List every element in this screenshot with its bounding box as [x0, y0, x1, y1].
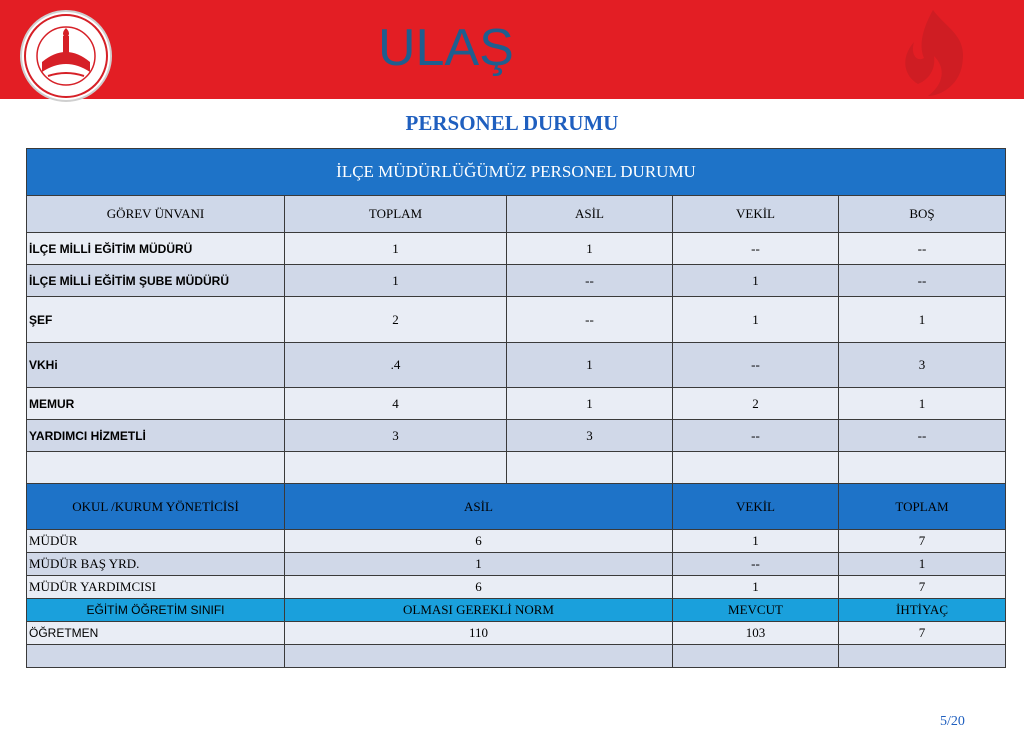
table-row: [27, 265, 1006, 297]
section3-header-row: [27, 599, 1006, 622]
col-header-asil2: ASİL: [285, 484, 673, 530]
cell-asil: --: [507, 297, 673, 343]
cell-toplam: 1: [839, 553, 1006, 576]
section2-header-row: [27, 484, 1006, 530]
cell-toplam: 7: [839, 530, 1006, 553]
cell-bos: --: [839, 265, 1006, 297]
cell-bos: --: [839, 420, 1006, 452]
ministry-logo: [20, 10, 112, 102]
cell-bos: --: [839, 233, 1006, 265]
cell-toplam: 4: [285, 388, 507, 420]
table-row: [27, 530, 1006, 553]
cell-vekil: 1: [673, 576, 839, 599]
cell-toplam: .4: [285, 343, 507, 388]
row-name: MEMUR: [27, 388, 285, 420]
ministry-seal-icon: [22, 12, 110, 100]
page-number: 5/20: [940, 714, 965, 729]
col-header-yonetici: OKUL /KURUM YÖNETİCİSİ: [27, 484, 285, 530]
col-header-vekil2: VEKİL: [673, 484, 839, 530]
table-title-row: [27, 149, 1006, 196]
header-bar: [0, 0, 1024, 99]
cell-vekil: --: [673, 553, 839, 576]
col-header-mevcut: MEVCUT: [673, 599, 839, 622]
row-name: İLÇE MİLLİ EĞİTİM ŞUBE MÜDÜRÜ: [27, 265, 285, 297]
personnel-table: [26, 148, 1006, 668]
cell-toplam: 7: [839, 576, 1006, 599]
row-name: ÖĞRETMEN: [27, 622, 285, 645]
cell-bos: 1: [839, 297, 1006, 343]
section-subtitle: PERSONEL DURUMU: [405, 111, 619, 135]
cell-asil: 6: [285, 576, 673, 599]
col-header-norm: OLMASI GEREKLİ NORM: [285, 599, 673, 622]
col-header-toplam: TOPLAM: [285, 196, 507, 233]
table-row: [27, 622, 1006, 645]
col-header-sinif: EĞİTİM ÖĞRETİM SINIFI: [27, 599, 285, 622]
table-row: [27, 343, 1006, 388]
cell-asil: 1: [285, 553, 673, 576]
table-header-row: [27, 196, 1006, 233]
cell-bos: 1: [839, 388, 1006, 420]
page-title: ULAŞ: [378, 19, 514, 77]
col-header-ihtiyac: İHTİYAÇ: [839, 599, 1006, 622]
flame-icon: [888, 6, 978, 99]
cell-asil: 1: [507, 343, 673, 388]
cell-vekil: 1: [673, 530, 839, 553]
row-name: MÜDÜR: [27, 530, 285, 553]
row-name: ŞEF: [27, 297, 285, 343]
empty-row: [27, 645, 1006, 668]
cell-bos: 3: [839, 343, 1006, 388]
row-name: MÜDÜR YARDIMCISI: [27, 576, 285, 599]
cell-toplam: 2: [285, 297, 507, 343]
table-row: [27, 576, 1006, 599]
col-header-vekil: VEKİL: [673, 196, 839, 233]
row-name: İLÇE MİLLİ EĞİTİM MÜDÜRÜ: [27, 233, 285, 265]
cell-vekil: 1: [673, 265, 839, 297]
table-row: [27, 388, 1006, 420]
cell-toplam: 3: [285, 420, 507, 452]
cell-toplam: 1: [285, 265, 507, 297]
cell-mevcut: 103: [673, 622, 839, 645]
cell-toplam: 1: [285, 233, 507, 265]
row-name: VKHi: [27, 343, 285, 388]
cell-asil: --: [507, 265, 673, 297]
cell-vekil: --: [673, 420, 839, 452]
row-name: YARDIMCI HİZMETLİ: [27, 420, 285, 452]
cell-norm: 110: [285, 622, 673, 645]
table-row: [27, 233, 1006, 265]
col-header-bos: BOŞ: [839, 196, 1006, 233]
cell-asil: 1: [507, 233, 673, 265]
col-header-toplam2: TOPLAM: [839, 484, 1006, 530]
cell-vekil: 2: [673, 388, 839, 420]
col-header-asil: ASİL: [507, 196, 673, 233]
cell-ihtiyac: 7: [839, 622, 1006, 645]
table-row: [27, 553, 1006, 576]
cell-vekil: --: [673, 343, 839, 388]
cell-asil: 6: [285, 530, 673, 553]
row-name: MÜDÜR BAŞ YRD.: [27, 553, 285, 576]
table-row: [27, 420, 1006, 452]
cell-vekil: --: [673, 233, 839, 265]
table-row: [27, 297, 1006, 343]
empty-row: [27, 452, 1006, 484]
cell-vekil: 1: [673, 297, 839, 343]
cell-asil: 3: [507, 420, 673, 452]
col-header-gorev: GÖREV ÜNVANI: [27, 196, 285, 233]
cell-asil: 1: [507, 388, 673, 420]
table-title: İLÇE MÜDÜRLÜĞÜMÜZ PERSONEL DURUMU: [27, 149, 1006, 196]
